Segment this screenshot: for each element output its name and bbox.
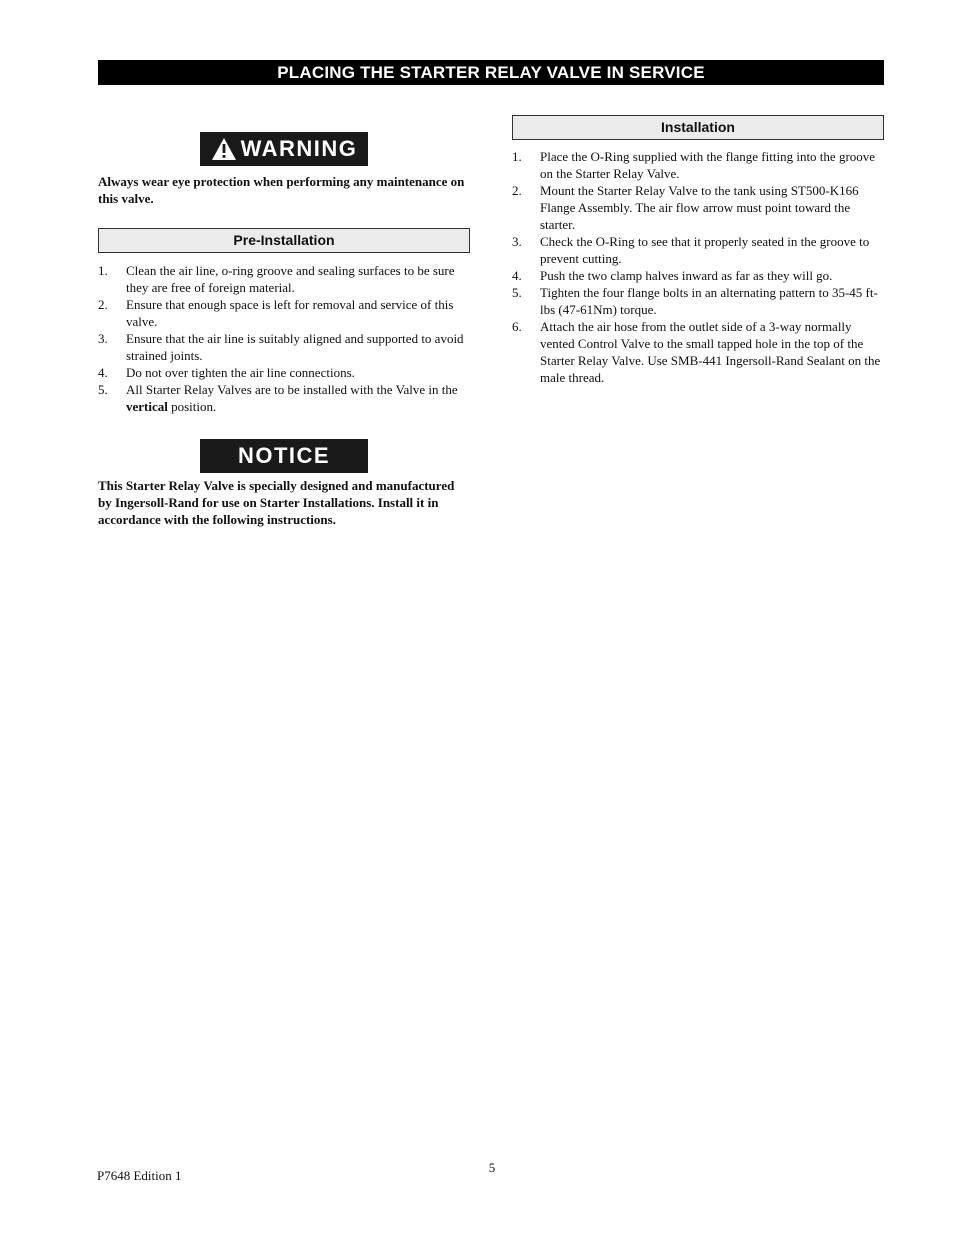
list-item: 5. Tighten the four flange bolts in an alternating pattern to 35-45 ft-lbs (47-61Nm) torque. (512, 285, 878, 317)
installation-steps (512, 148, 884, 386)
list-item: 1. Place the O-Ring supplied with the flange fitting into the groove on the Starter Relay Valve. (512, 149, 876, 181)
list-item: 2. Ensure that enough space is left for removal and service of this valve. (98, 297, 454, 329)
warning-label: WARNING (240, 136, 358, 161)
list-item: 3. Ensure that the air line is suitably aligned and supported to avoid strained joints. (98, 331, 464, 363)
edition-label: P7648 Edition 1 (97, 1168, 182, 1183)
warning-text: Always wear eye protection when performing any maintenance on this valve. (98, 174, 465, 206)
list-item: 6. Attach the air hose from the outlet side of a 3-way normally vented Control Valve to the small tapped hole in the top of the Starter Relay Valve. Use SMB-441 Ingersoll-Rand Sealant on the male thread. (512, 319, 881, 385)
list-item: 5. All Starter Relay Valves are to be installed with the Valve in the vertical position. (98, 382, 458, 414)
warning-label-box (200, 132, 368, 166)
installation-heading: Installation (512, 115, 884, 140)
notice-label-box (200, 439, 368, 473)
list-item: 4. Do not over tighten the air line connections. (98, 365, 355, 380)
list-item: 1. Clean the air line, o-ring groove and sealing surfaces to be sure they are free of foreign material. (98, 263, 455, 295)
list-item: 2. Mount the Starter Relay Valve to the tank using ST500-K166 Flange Assembly. The air flow arrow must point toward the starter. (512, 183, 859, 232)
pre-installation-steps (98, 262, 470, 415)
list-item: 3. Check the O-Ring to see that it properly seated in the groove to prevent cutting. (512, 234, 870, 266)
emphasis-vertical: vertical (126, 399, 168, 414)
section-banner: PLACING THE STARTER RELAY VALVE IN SERVICE (98, 60, 884, 85)
notice-text: This Starter Relay Valve is specially designed and manufactured by Ingersoll-Rand for use on Starter Installations. Install it in accordance with the following instructions. (98, 478, 455, 527)
list-item: 4. Push the two clamp halves inward as far as they will go. (512, 268, 833, 283)
page-number: 5 (488, 1160, 496, 1175)
notice-label: NOTICE (237, 443, 331, 468)
warning-triangle-icon (211, 137, 237, 161)
pre-installation-heading: Pre-Installation (98, 228, 470, 253)
